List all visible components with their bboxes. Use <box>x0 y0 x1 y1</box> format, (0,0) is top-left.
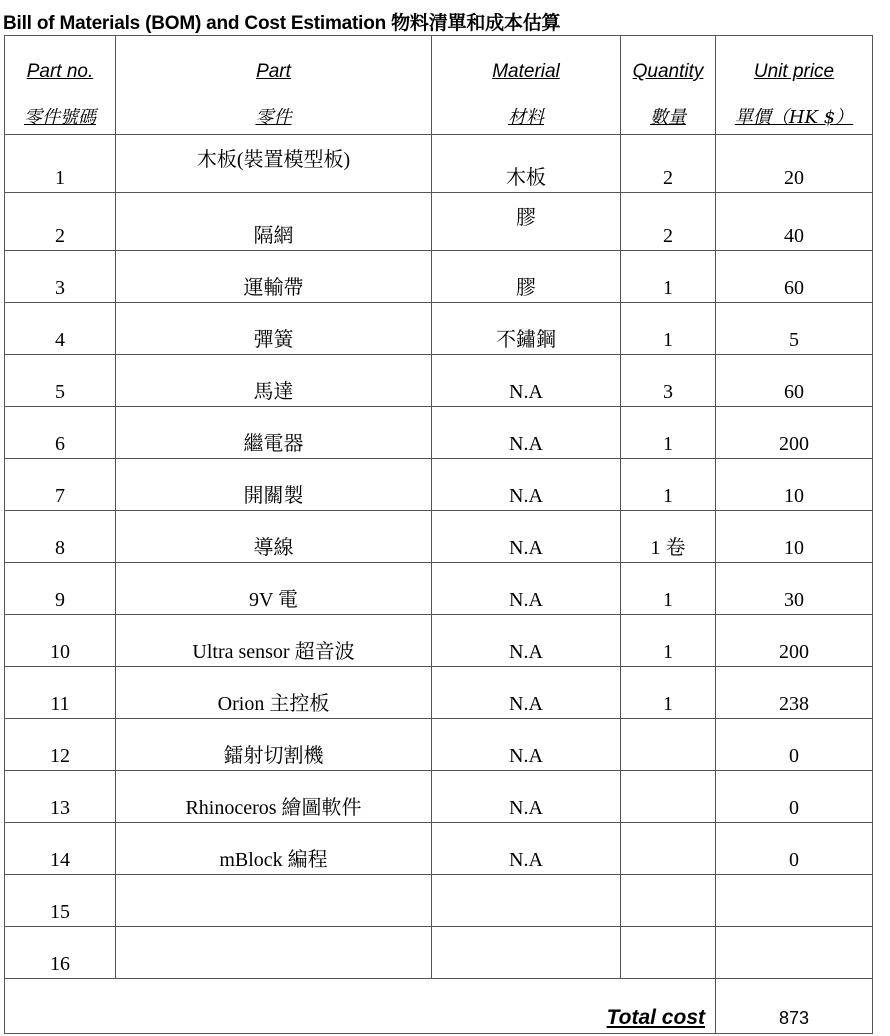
cell-part-no: 13 <box>5 771 116 823</box>
cell-unit-price: 238 <box>716 667 873 719</box>
cell-unit-price: 60 <box>716 251 873 303</box>
cell-part: mBlock 編程 <box>116 823 432 875</box>
cell-material: 不鏽鋼 <box>432 303 621 355</box>
cell-unit-price <box>716 927 873 979</box>
cell-material: N.A <box>432 407 621 459</box>
cell-unit-price: 10 <box>716 459 873 511</box>
cell-material: N.A <box>432 459 621 511</box>
cell-material: 膠 <box>432 193 621 251</box>
header-quantity-en: Quantity <box>632 61 704 82</box>
cell-quantity <box>621 875 716 927</box>
cell-unit-price: 40 <box>716 193 873 251</box>
table-row <box>5 667 873 719</box>
cell-unit-price: 0 <box>716 823 873 875</box>
cell-part-no: 4 <box>5 303 116 355</box>
table-row <box>5 459 873 511</box>
cell-part-no: 1 <box>5 135 116 193</box>
cell-part-no: 2 <box>5 193 116 251</box>
cell-unit-price: 10 <box>716 511 873 563</box>
cell-quantity: 1 <box>621 615 716 667</box>
cell-part: 運輸帶 <box>116 251 432 303</box>
table-row <box>5 135 873 193</box>
table-row <box>5 927 873 979</box>
header-part <box>116 36 432 135</box>
cell-part-no: 5 <box>5 355 116 407</box>
cell-quantity <box>621 771 716 823</box>
cell-unit-price: 30 <box>716 563 873 615</box>
table-row <box>5 251 873 303</box>
header-quantity-zh: 數量 <box>650 107 686 128</box>
header-material-zh: 材料 <box>508 107 544 128</box>
cell-unit-price: 200 <box>716 407 873 459</box>
cell-part: Ultra sensor 超音波 <box>116 615 432 667</box>
cell-material: N.A <box>432 511 621 563</box>
cell-quantity: 1 <box>621 251 716 303</box>
header-part-no-en: Part no. <box>26 61 94 82</box>
table-row <box>5 875 873 927</box>
cell-material <box>432 875 621 927</box>
table-row <box>5 303 873 355</box>
total-cost-label: Total cost <box>5 979 716 1034</box>
header-unit-price-en: Unit price <box>753 61 835 82</box>
cell-material: 木板 <box>432 135 621 193</box>
bom-table <box>4 35 873 1034</box>
table-row <box>5 771 873 823</box>
cell-part-no: 9 <box>5 563 116 615</box>
cell-part: 彈簧 <box>116 303 432 355</box>
cell-unit-price: 0 <box>716 771 873 823</box>
table-header-row <box>5 36 873 135</box>
cell-part: 木板(裝置模型板) <box>116 135 432 193</box>
header-part-no <box>5 36 116 135</box>
header-quantity <box>621 36 716 135</box>
table-row <box>5 355 873 407</box>
table-row <box>5 615 873 667</box>
cell-quantity: 1 <box>621 459 716 511</box>
table-row <box>5 719 873 771</box>
header-unit-price <box>716 36 873 135</box>
header-part-zh: 零件 <box>255 107 292 128</box>
cell-part-no: 16 <box>5 927 116 979</box>
table-row <box>5 511 873 563</box>
cell-material: N.A <box>432 563 621 615</box>
cell-quantity: 1 <box>621 563 716 615</box>
document-title: Bill of Materials (BOM) and Cost Estimation 物料清單和成本估算 <box>3 13 561 34</box>
cell-unit-price: 0 <box>716 719 873 771</box>
cell-part: 繼電器 <box>116 407 432 459</box>
header-material-en: Material <box>492 61 560 82</box>
cell-unit-price: 60 <box>716 355 873 407</box>
cell-part: Rhinoceros 繪圖軟件 <box>116 771 432 823</box>
cell-part: Orion 主控板 <box>116 667 432 719</box>
cell-part <box>116 927 432 979</box>
cell-quantity: 2 <box>621 135 716 193</box>
cell-part-no: 11 <box>5 667 116 719</box>
cell-quantity: 3 <box>621 355 716 407</box>
table-row <box>5 193 873 251</box>
table-row <box>5 563 873 615</box>
header-part-no-zh: 零件號碼 <box>24 107 96 128</box>
cell-material <box>432 927 621 979</box>
cell-quantity: 1 <box>621 667 716 719</box>
cell-quantity: 1 卷 <box>621 511 716 563</box>
cell-quantity: 2 <box>621 193 716 251</box>
cell-part-no: 6 <box>5 407 116 459</box>
cell-part <box>116 875 432 927</box>
header-part-en: Part <box>256 61 291 82</box>
cell-unit-price: 20 <box>716 135 873 193</box>
cell-unit-price: 200 <box>716 615 873 667</box>
header-material <box>432 36 621 135</box>
cell-material: N.A <box>432 667 621 719</box>
header-unit-price-zh: 單價（HK $） <box>734 107 854 128</box>
cell-part: 導線 <box>116 511 432 563</box>
cell-part-no: 10 <box>5 615 116 667</box>
cell-material: N.A <box>432 771 621 823</box>
cell-material: N.A <box>432 823 621 875</box>
cell-quantity: 1 <box>621 303 716 355</box>
cell-part-no: 14 <box>5 823 116 875</box>
cell-part-no: 12 <box>5 719 116 771</box>
table-row <box>5 407 873 459</box>
cell-material: N.A <box>432 355 621 407</box>
cell-unit-price <box>716 875 873 927</box>
cell-material: 膠 <box>432 251 621 303</box>
cell-part-no: 7 <box>5 459 116 511</box>
cell-quantity <box>621 719 716 771</box>
cell-quantity <box>621 927 716 979</box>
cell-part: 開關製 <box>116 459 432 511</box>
cell-part: 9V 電 <box>116 563 432 615</box>
total-row <box>5 979 873 1034</box>
cell-unit-price: 5 <box>716 303 873 355</box>
cell-part-no: 8 <box>5 511 116 563</box>
cell-quantity <box>621 823 716 875</box>
cell-part-no: 15 <box>5 875 116 927</box>
cell-quantity: 1 <box>621 407 716 459</box>
cell-part: 隔網 <box>116 193 432 251</box>
total-cost-value: 873 <box>716 979 873 1034</box>
table-row <box>5 823 873 875</box>
cell-part: 鐳射切割機 <box>116 719 432 771</box>
cell-part-no: 3 <box>5 251 116 303</box>
cell-part: 馬達 <box>116 355 432 407</box>
cell-material: N.A <box>432 719 621 771</box>
cell-material: N.A <box>432 615 621 667</box>
